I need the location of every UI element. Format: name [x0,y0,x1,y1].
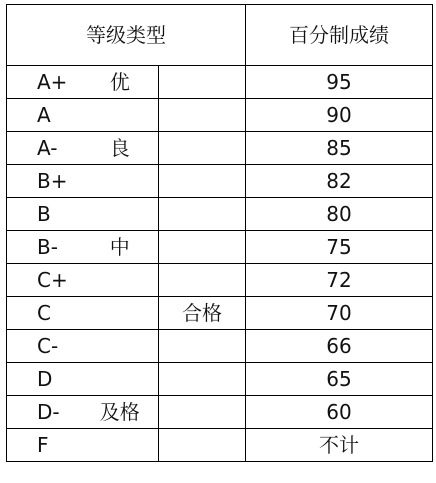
table-row [7,132,433,165]
grade-cell: A- [7,132,82,165]
grade-cell: B- [7,231,82,264]
score-cell: 95 [246,66,433,99]
score-cell: 72 [246,264,433,297]
table-row [7,396,433,429]
level-cell [82,264,159,297]
header-percent-score: 百分制成绩 [246,5,433,66]
pass-cell [159,264,246,297]
table-row [7,429,433,462]
pass-cell [159,363,246,396]
pass-cell [159,396,246,429]
score-cell: 不计 [246,429,433,462]
pass-cell [159,198,246,231]
table-row [7,99,433,132]
level-cell [82,363,159,396]
grade-cell: D [7,363,82,396]
grade-cell: B [7,198,82,231]
level-cell: 优 [82,66,159,99]
grade-cell: A+ [7,66,82,99]
table-row [7,231,433,264]
table-row [7,363,433,396]
level-cell [82,99,159,132]
level-cell [82,330,159,363]
pass-cell [159,330,246,363]
table-row [7,330,433,363]
level-cell [82,165,159,198]
table-row [7,264,433,297]
score-cell: 60 [246,396,433,429]
score-cell: 75 [246,231,433,264]
grade-cell: D- [7,396,82,429]
score-cell: 80 [246,198,433,231]
score-cell: 66 [246,330,433,363]
grade-cell: A [7,99,82,132]
pass-cell [159,99,246,132]
score-cell: 70 [246,297,433,330]
pass-cell [159,66,246,99]
score-cell: 65 [246,363,433,396]
table-header-row [7,5,433,66]
table-row [7,165,433,198]
pass-cell: 合格 [159,297,246,330]
score-cell: 90 [246,99,433,132]
pass-cell [159,429,246,462]
grade-conversion-table [6,4,433,462]
grade-cell: B+ [7,165,82,198]
level-cell: 良 [82,132,159,165]
table-row [7,66,433,99]
grade-cell: C- [7,330,82,363]
score-cell: 85 [246,132,433,165]
pass-cell [159,231,246,264]
table-row [7,198,433,231]
table-row [7,297,433,330]
score-cell: 82 [246,165,433,198]
level-cell: 及格 [82,396,159,429]
level-cell [82,297,159,330]
grade-cell: C+ [7,264,82,297]
header-grade-type: 等级类型 [7,5,246,66]
grade-cell: C [7,297,82,330]
grade-cell: F [7,429,82,462]
level-cell [82,198,159,231]
level-cell: 中 [82,231,159,264]
level-cell [82,429,159,462]
pass-cell [159,132,246,165]
pass-cell [159,165,246,198]
